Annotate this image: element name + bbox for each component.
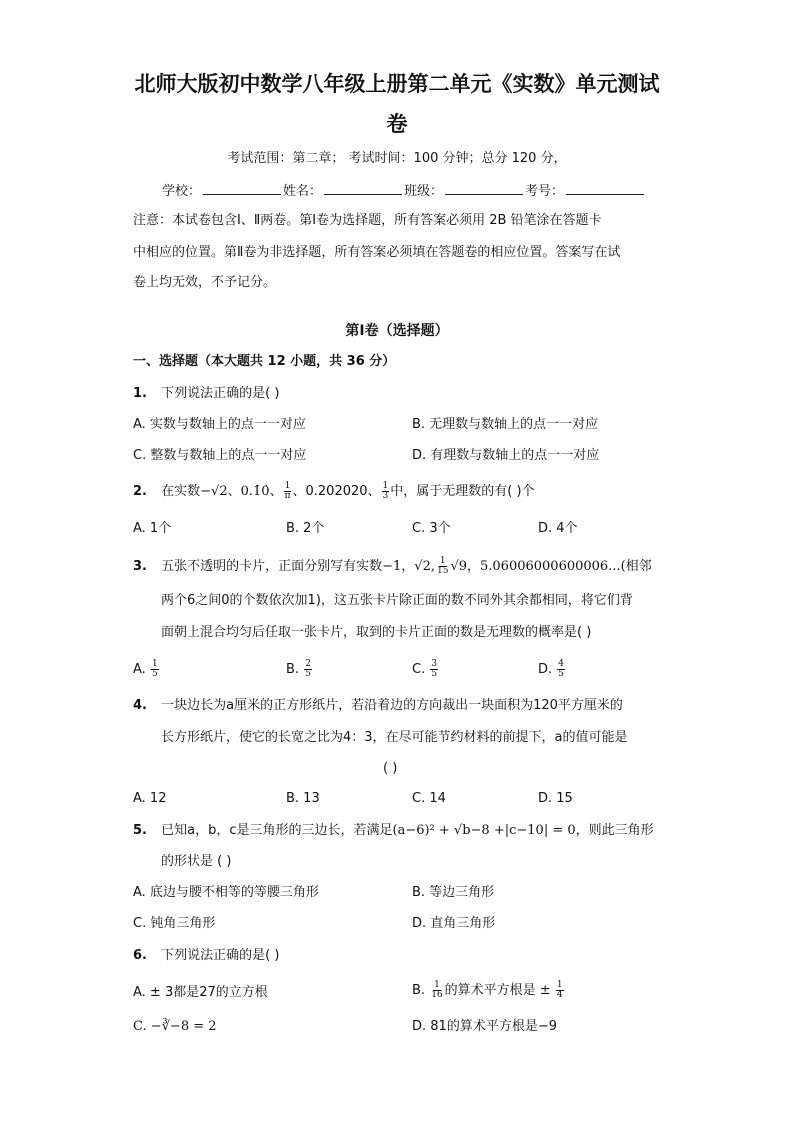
question-1 (133, 385, 279, 403)
exam-title-line2: 卷 (386, 112, 408, 136)
q3-option-a[interactable] (133, 660, 160, 679)
q6-option-c[interactable]: C. −∛−8 = 2 (133, 1019, 217, 1034)
option-label: A. (133, 662, 146, 677)
q2-option-a[interactable]: A. 1个 (133, 521, 172, 536)
option-label: B. (412, 983, 426, 998)
question-stem: 下列说法正确的是( ) (161, 948, 280, 963)
q5-option-c[interactable]: C. 钝角三角形 (133, 916, 216, 931)
math-expression-post: √9，5.06006000600006...(相邻 (450, 559, 652, 574)
question-3-line-3: 面朝上混合均匀后任取一张卡片，取到的卡片正面的数是无理数的概率是( ) (161, 625, 592, 640)
class-blank[interactable] (445, 182, 523, 195)
separator: 、 (227, 484, 241, 499)
question-stem-post: 中，属于无理数的有( )个 (390, 484, 535, 499)
name-blank[interactable] (324, 182, 402, 195)
q6-option-a[interactable]: A. ± 3都是27的立方根 (133, 985, 268, 1000)
question-number: 1. (133, 386, 147, 401)
math-condition: (a−6)² + √b−8 +|c−10| = 0 (392, 823, 576, 838)
q2-option-d[interactable]: D. 4个 (538, 521, 578, 536)
question-5-line-1 (133, 822, 654, 840)
fraction-option: $\frac{4}{5}$ (558, 659, 565, 679)
q1-option-d[interactable]: D. 有理数与数轴上的点一一对应 (412, 448, 600, 463)
fraction-option: $\frac{1}{5}$ (151, 659, 158, 679)
q4-option-b[interactable]: B. 13 (286, 791, 320, 806)
class-label: 班级： (404, 184, 444, 199)
part-title: 第Ⅰ卷（选择题） (345, 323, 449, 339)
question-stem: 下列说法正确的是( ) (161, 386, 280, 401)
q1-option-a[interactable]: A. 实数与数轴上的点一一对应 (133, 417, 306, 432)
q1-option-c[interactable]: C. 整数与数轴上的点一一对应 (133, 448, 307, 463)
q4-option-a[interactable]: A. 12 (133, 791, 167, 806)
notice-line-3: 卷上均无效，不予记分。 (133, 275, 277, 290)
question-stem-post: ，则此三角形 (575, 823, 654, 838)
separator: 、 (269, 484, 283, 499)
fraction-one-quarter: $\frac{1}{4}$ (556, 980, 563, 1000)
question-5-line-2: 的形状是 ( ) (161, 854, 232, 869)
fraction-option: $\frac{3}{5}$ (431, 659, 438, 679)
q3-option-d[interactable] (538, 660, 566, 679)
question-4-line-3: ( ) (383, 761, 398, 776)
q4-option-c[interactable]: C. 14 (412, 791, 446, 806)
q6-option-d[interactable]: D. 81的算术平方根是−9 (412, 1019, 557, 1034)
question-number: 6. (133, 948, 147, 963)
math-repeating-decimal: 0.1̇0̇ (240, 484, 270, 499)
question-4-line-2: 长方形纸片，使它的长宽之比为4：3，在尽可能节约材料的前提下，a的值可能是 (161, 730, 628, 745)
exam-info: 考试范围：第二章； 考试时间：100 分钟；总分 120 分， (227, 151, 567, 166)
separator: 、0.202020、 (292, 484, 381, 499)
question-6 (133, 947, 279, 965)
q4-option-d[interactable]: D. 15 (538, 791, 573, 806)
q2-option-b[interactable]: B. 2个 (286, 521, 325, 536)
question-number: 5. (133, 823, 147, 838)
math-expression: −1，√2, (382, 559, 435, 574)
q5-option-b[interactable]: B. 等边三角形 (412, 885, 495, 900)
question-number: 4. (133, 698, 147, 713)
math-neg-sqrt2: −√2 (200, 484, 228, 499)
student-info-row (162, 182, 646, 201)
option-label: B. (286, 662, 300, 677)
question-stem-pre: 五张不透明的卡片，正面分别写有实数 (161, 559, 383, 574)
question-stem-pre: 已知a，b，c是三角形的三边长，若满足 (161, 823, 393, 838)
notice-line-2: 中相应的位置。第Ⅱ卷为非选择题，所有答案必须填在答题卷的相应位置。答案写在试 (133, 245, 621, 260)
exam-no-blank[interactable] (566, 182, 644, 195)
fraction-one-fifteenth: $\frac{1}{15}$ (437, 556, 449, 576)
question-number: 2. (133, 484, 147, 499)
question-number: 3. (133, 559, 147, 574)
notice-line-1: 注意：本试卷包含Ⅰ、Ⅱ两卷。第Ⅰ卷为选择题，所有答案必须用 2B 铅笔涂在答题卡 (133, 213, 602, 228)
exam-title-line1: 北师大版初中数学八年级上册第二单元《实数》单元测试 (134, 72, 660, 96)
q2-option-c[interactable]: C. 3个 (412, 521, 451, 536)
question-stem: 一块边长为a厘米的正方形纸片，若沿着边的方向裁出一块面积为120平方厘米的 (161, 698, 623, 713)
question-stem-pre: 在实数 (161, 484, 201, 499)
q1-option-b[interactable]: B. 无理数与数轴上的点一一对应 (412, 417, 599, 432)
fraction-option: $\frac{2}{5}$ (305, 659, 311, 679)
fraction-one-sixteenth: $\frac{1}{16}$ (431, 980, 443, 1000)
question-3-line-1 (133, 557, 652, 576)
school-label: 学校： (162, 184, 202, 199)
option-label: C. (412, 662, 426, 677)
q5-option-d[interactable]: D. 直角三角形 (412, 916, 496, 931)
option-text: 的算术平方根是 ± (444, 983, 551, 998)
question-4-line-1 (133, 697, 623, 715)
school-blank[interactable] (203, 182, 281, 195)
q6-option-b[interactable] (412, 981, 565, 1000)
q3-option-b[interactable] (286, 660, 313, 679)
option-label: D. (538, 662, 553, 677)
q3-option-c[interactable] (412, 660, 439, 679)
q5-option-a[interactable]: A. 底边与腰不相等的等腰三角形 (133, 885, 319, 900)
name-label: 姓名： (283, 184, 323, 199)
section-heading: 一、选择题（本大题共 12 小题，共 36 分） (133, 354, 396, 369)
question-2 (133, 482, 535, 501)
fraction-one-third: $\frac{1}{3}$ (382, 481, 389, 501)
fraction-one-over-pi: $\frac{1}{\pi}$ (284, 481, 291, 501)
question-3-line-2: 两个6之间0的个数依次加1)，这五张卡片除正面的数不同外其余都相同，将它们背 (161, 593, 633, 608)
exam-no-label: 考号： (525, 184, 565, 199)
